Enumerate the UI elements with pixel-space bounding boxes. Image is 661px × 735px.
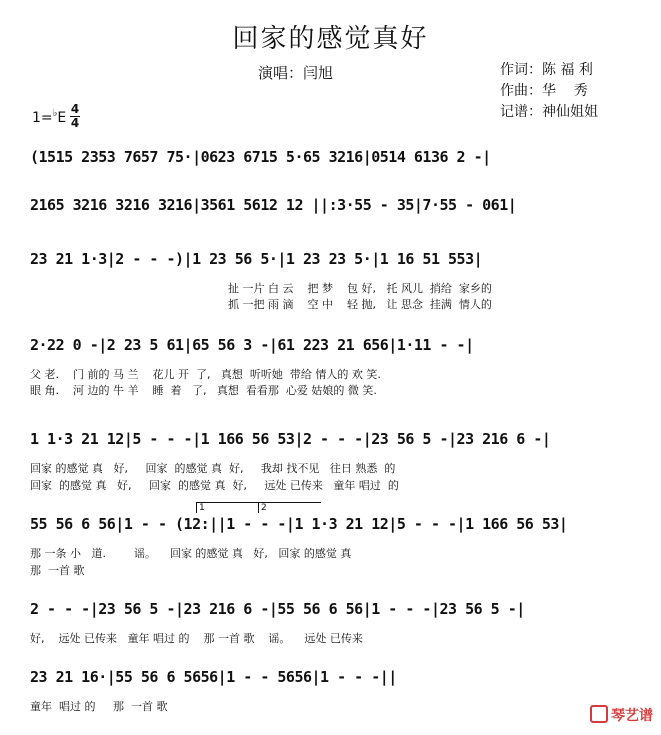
score-row: 55 56 6 56|1 - - (12:||1 - - -|1 1·3 21 12|5 - - -|1 166 56 53|	[30, 515, 568, 533]
volta-first: 1	[196, 502, 269, 513]
singer-credit: 演唱：闫旭	[258, 64, 334, 82]
score-row: 23 21 16·|55 56 6 5656|1 - - 5656|1 - - -||	[30, 668, 397, 686]
lyric-line: 扯 一片 白 云 把 梦 包 好, 托 风儿 捎给 家乡的	[228, 282, 492, 295]
score-row: 2165 3216 3216 3216|3561 5612 12 ||:3·55 - 35|7·55 - 061|	[30, 196, 517, 214]
meter-top: 4	[70, 102, 80, 116]
meter-bottom: 4	[70, 116, 80, 130]
watermark-logo	[590, 705, 653, 725]
lyric-line: 那 一首 歌	[30, 564, 85, 577]
lyric-line: 那 一条 小 道. 谣。 回家 的感觉 真 好, 回家 的感觉 真	[30, 547, 352, 560]
lyric-line: 好, 远处 已传来 童年 唱过 的 那 一首 歌 谣。 远处 已传来	[30, 632, 363, 645]
score-row: 23 21 1·3|2 - - -)|1 23 56 5·|1 23 23 5·|1 16 51 553|	[30, 250, 483, 268]
song-title: 回家的感觉真好	[232, 24, 429, 54]
composer-credit: 作曲：华 秀	[500, 83, 588, 99]
score-row: 1 1·3 21 12|5 - - -|1 166 56 53|2 - - -|23 56 5 -|23 216 6 -|	[30, 430, 551, 448]
logo-icon	[590, 705, 608, 723]
lyric-line: 眼 角. 河 边的 牛 羊 睡 着 了, 真想 看看那 心爱 姑娘的 微 笑.	[30, 384, 377, 397]
credits-block	[500, 60, 598, 123]
key-prefix: 1=	[32, 110, 53, 126]
score-row: (1515 2353 7657 75·|0623 6715 5·65 3216|0514 6136 2 -|	[30, 148, 491, 166]
flat-icon: ♭	[52, 108, 58, 119]
key-signature	[32, 108, 66, 126]
lyricist-credit: 作词：陈 福 利	[500, 62, 593, 78]
transcriber-credit: 记谱：神仙姐姐	[500, 104, 598, 120]
watermark-text: 琴艺谱	[611, 708, 653, 724]
lyric-line: 回家 的感觉 真 好, 回家 的感觉 真 好, 远处 已传来 童年 唱过 的	[30, 479, 399, 492]
time-signature	[70, 104, 80, 129]
score-row: 2 - - -|23 56 5 -|23 216 6 -|55 56 6 56|1 - - -|23 56 5 -|	[30, 600, 525, 618]
lyric-line: 父 老. 门 前的 马 兰 花儿 开 了, 真想 听听她 带给 情人的 欢 笑.	[30, 368, 381, 381]
lyric-line: 童年 唱过 的 那 一首 歌	[30, 700, 168, 713]
key-note: E	[57, 110, 67, 126]
score-row: 2·22 0 -|2 23 5 61|65 56 3 -|61 223 21 656|1·11 - -|	[30, 336, 474, 354]
lyric-line: 回家 的感觉 真 好, 回家 的感觉 真 好, 我却 找不见 往日 熟悉 的	[30, 462, 396, 475]
volta-second: 2	[258, 502, 321, 513]
lyric-line: 抓 一把 雨 滴 空 中 轻 抛, 让 思念 挂满 情人的	[228, 298, 492, 311]
